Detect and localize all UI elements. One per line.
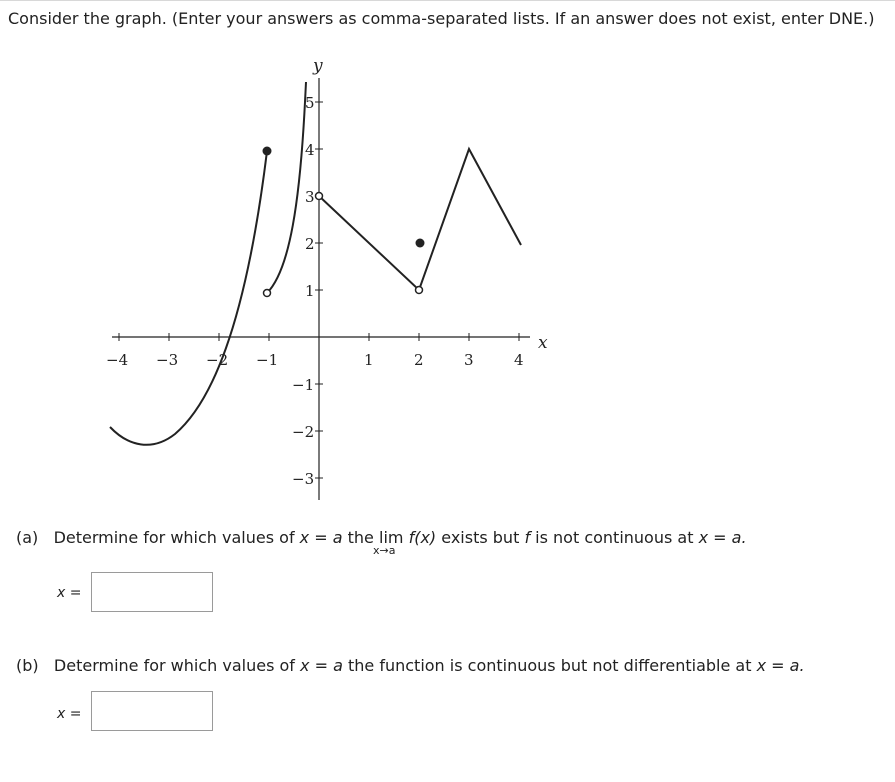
- y-tick-label: −3: [292, 470, 315, 488]
- open-point: [316, 193, 323, 200]
- curve-left-branch: [110, 151, 267, 445]
- var-x: x: [299, 528, 310, 547]
- lim-subscript: x→a: [373, 544, 396, 557]
- equals-sign: =: [314, 656, 328, 675]
- x-tick-label: −1: [256, 351, 279, 369]
- equals-sign: =: [314, 528, 328, 547]
- question-b: [16, 656, 805, 675]
- x-tick-label: 3: [464, 351, 474, 369]
- answer-b-label: [57, 706, 81, 722]
- x-tick-label: −4: [106, 351, 129, 369]
- closed-point: [416, 239, 425, 248]
- limit-notation: [373, 528, 404, 557]
- answer-b-var: x: [57, 706, 66, 722]
- answer-a-input[interactable]: [91, 572, 213, 612]
- part-b-text: Determine for which values of: [53, 656, 295, 675]
- y-tick-label: 4: [305, 141, 315, 159]
- answer-a-var: x: [57, 585, 66, 601]
- var-a: a.: [789, 656, 805, 675]
- open-point: [264, 290, 271, 297]
- x-tick-label: 4: [514, 351, 524, 369]
- var-x: x: [300, 656, 310, 675]
- y-tick-label: 5: [305, 94, 315, 112]
- lim-word: lim: [379, 528, 404, 547]
- y-tick-label: 2: [305, 235, 315, 253]
- part-a-text: Determine for which values of: [53, 528, 295, 547]
- function-fx: f(x): [408, 528, 437, 547]
- x-tick-label: −2: [206, 351, 229, 369]
- part-a-text-the: the: [347, 528, 374, 547]
- part-a-text-not-continuous: is not continuous at: [535, 528, 694, 547]
- open-point: [416, 287, 423, 294]
- curve-rising-to-asymptote: [267, 82, 306, 293]
- var-a: a: [332, 528, 343, 547]
- question-intro: Consider the graph. (Enter your answers as comma-separated lists. If an answer does not exist, enter DNE.): [8, 9, 875, 28]
- var-f: f: [524, 528, 531, 547]
- var-x: x: [756, 656, 767, 675]
- y-tick-label: −2: [292, 423, 315, 441]
- answer-a-label: [57, 585, 81, 601]
- y-tick-label: 3: [305, 188, 315, 206]
- var-a: a: [333, 656, 343, 675]
- answer-b-equals: =: [69, 706, 82, 722]
- x-tick-label: 2: [414, 351, 424, 369]
- y-axis-label: y: [313, 56, 323, 76]
- answer-b-input[interactable]: [91, 691, 213, 731]
- x-axis-label: x: [538, 333, 548, 353]
- part-b-label: (b): [16, 656, 39, 675]
- part-b-text-rest: the function is continuous but not differentiable at: [347, 656, 752, 675]
- y-tick-label: 1: [305, 282, 315, 300]
- x-tick-label: 1: [364, 351, 374, 369]
- part-a-label: (a): [16, 528, 39, 547]
- equals-sign: =: [713, 528, 727, 547]
- var-a: a.: [731, 528, 747, 547]
- equals-sign: =: [771, 656, 785, 675]
- question-a: [16, 528, 747, 557]
- x-tick-label: −3: [156, 351, 179, 369]
- y-tick-label: −1: [292, 376, 315, 394]
- answer-a-equals: =: [69, 585, 82, 601]
- var-x: x: [698, 528, 709, 547]
- curve-zigzag: [319, 149, 521, 290]
- closed-point: [263, 147, 272, 156]
- part-a-text-exists: exists but: [441, 528, 520, 547]
